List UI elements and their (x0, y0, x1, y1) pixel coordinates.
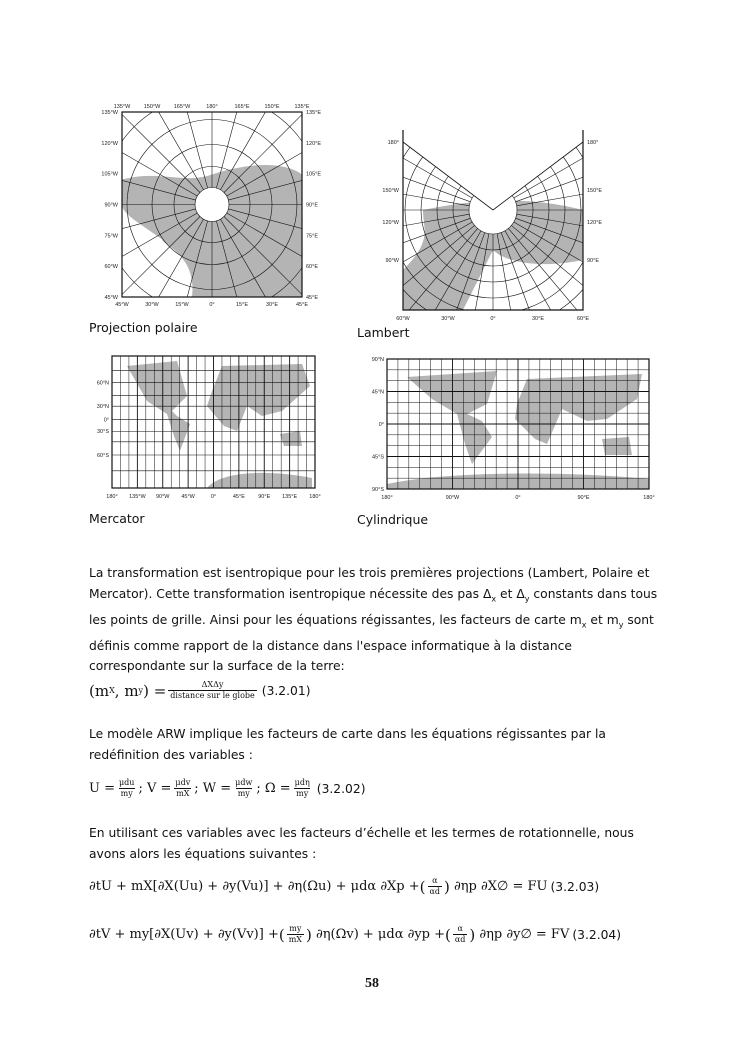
page-number: 58 (365, 976, 379, 991)
text-line: Mercator). Cette transformation isentropique nécessite des pas $\Delta_x$ et $\Delta_y$ constants dans tous (89, 586, 658, 604)
fraction: $\frac{\text{ΔXΔy}}{\text{distance sur le globe}}$ (170, 680, 255, 700)
equation-3-2-02: U = $\frac{\text{μdu}}{my}$ ; V = $\frac{\text{μdv}}{mX}$ ; W = $\frac{\text{μdw}}{my}$ ; Ω = $\frac{\text{μdη}}{my}$ (3.2.02) (89, 778, 366, 798)
top-tick-label: 180° (206, 104, 218, 110)
left-tick-label: 60°W (104, 264, 118, 271)
meridian-line (357, 125, 472, 198)
meridian-line (357, 125, 470, 202)
left-tick-label: 60°S (97, 453, 109, 459)
equation-3-2-01: (m X , m y ) = $\frac{\text{ΔXΔy}}{\text{distance sur le globe}}$ (3.2.01) (89, 680, 311, 700)
bottom-tick-label: 180° (643, 495, 655, 501)
equation-number: (3.2.02) (316, 781, 366, 796)
meridian-line (357, 165, 469, 206)
right-tick-label: 150°E (587, 188, 603, 194)
left-tick-label: 120°W (382, 220, 399, 226)
meridian-line (160, 100, 207, 188)
text-line: définis comme rapport de la distance dans l'espace informatique à la distance (89, 638, 572, 653)
bottom-tick-label: 30°W (441, 316, 455, 322)
lambert-projection-map (357, 125, 627, 325)
bottom-tick-label: 45°W (115, 302, 129, 308)
polar-projection-map (82, 100, 344, 320)
bottom-tick-label: 90°W (445, 495, 460, 501)
caption-mercator: Mercator (89, 511, 145, 526)
bottom-tick-label: 60°W (396, 316, 410, 322)
equation-number: (3.2.03) (550, 879, 600, 894)
right-tick-label: 75°E (306, 233, 318, 240)
equation-3-2-03: ∂tU + mX[∂X(Uu) + ∂y(Vu)] + ∂η(Ωu) + μdα ∂Xp + ( $\frac{\alpha}{\alpha d}$ ) ∂ηp ∂X∅ = FU (3.2.03) (89, 876, 600, 896)
bottom-tick-label: 135°W (129, 494, 146, 500)
caption-polar: Projection polaire (89, 320, 198, 335)
bottom-tick-label: 45°E (232, 494, 245, 500)
left-tick-label: 30°S (97, 429, 109, 436)
paragraph-arw (89, 724, 659, 765)
bottom-tick-label: 90°E (258, 494, 271, 500)
top-tick-label: 150°E (264, 104, 280, 110)
left-tick-label: 135°W (101, 110, 118, 116)
bottom-tick-label: 0° (210, 494, 217, 500)
right-tick-label: 135°E (306, 110, 322, 116)
paragraph-equations (89, 823, 659, 864)
left-tick-label: 120°W (101, 140, 118, 147)
left-tick-label: 45°N (371, 389, 384, 396)
bottom-tick-label: 15°W (175, 302, 189, 308)
left-tick-label: 0° (103, 417, 109, 424)
right-tick-label: 120°E (587, 220, 603, 226)
paragraph-intro (89, 563, 659, 677)
top-tick-label: 135°E (294, 104, 310, 110)
left-tick-label: 30°N (96, 404, 109, 411)
bottom-tick-label: 180° (381, 495, 393, 501)
meridian-line (514, 125, 627, 198)
left-tick-label: 90°W (104, 202, 118, 209)
left-tick-label: 90°N (371, 357, 384, 363)
left-tick-label: 0° (378, 422, 384, 428)
bottom-tick-label: 0° (209, 302, 215, 308)
bottom-tick-label: 90°W (155, 494, 170, 500)
bottom-tick-label: 180° (106, 494, 118, 500)
equation-number: (3.2.01) (261, 683, 311, 698)
bottom-tick-label: 30°E (532, 316, 544, 322)
right-tick-label: 90°E (306, 202, 318, 209)
text-line: correspondante sur la surface de la terre: (89, 659, 345, 674)
cylindrical-projection-map (357, 355, 667, 510)
right-tick-label: 180° (587, 140, 599, 146)
left-tick-label: 150°W (382, 188, 399, 194)
text-line: les points de grille. Ainsi pour les équations régissantes, les facteurs de carte $m_x$ et $m_y$ sont (89, 612, 654, 630)
left-tick-label: 45°W (104, 295, 118, 301)
equation-number: (3.2.04) (572, 927, 622, 942)
right-tick-label: 45°E (306, 295, 318, 301)
text-line: Le modèle ARW implique les facteurs de carte dans les équations régissantes par la (89, 727, 606, 741)
meridian-line (516, 125, 627, 202)
bottom-tick-label: 30°W (145, 302, 159, 308)
equation-3-2-04: ∂tV + my[∂X(Uv) + ∂y(Vv)] + ( $\frac{my}{mX}$ ) ∂η(Ωv) + μdα ∂yp + ( $\frac{\alpha}{\alpha d}$ ) ∂ηp ∂y∅ = FV (3.2.04) (89, 924, 622, 944)
text-line: redéfinition des variables : (89, 747, 253, 762)
cone-edge (403, 142, 583, 210)
top-tick-label: 165°W (173, 104, 191, 110)
top-tick-label: 135°W (113, 104, 131, 110)
text-line: En utilisant ces variables avec les facteurs d’échelle et les termes de rotationnelle, nous (89, 826, 634, 840)
text-line: avons alors les équations suivantes : (89, 846, 317, 861)
bottom-tick-label: 30°E (266, 302, 278, 308)
right-tick-label: 120°E (306, 140, 322, 147)
left-tick-label: 90°S (372, 487, 384, 493)
right-tick-label: 105°E (306, 171, 322, 178)
land-australia (602, 437, 632, 455)
left-tick-label: 75°W (104, 233, 118, 240)
right-tick-label: 60°E (306, 264, 318, 271)
caption-cylindrique: Cylindrique (357, 512, 429, 527)
left-tick-label: 60°N (96, 380, 109, 387)
left-tick-label: 45°S (372, 454, 384, 461)
caption-lambert: Lambert (357, 325, 410, 340)
map-body (112, 356, 315, 488)
bottom-tick-label: 135°E (282, 494, 298, 500)
left-tick-label: 90°W (385, 258, 399, 264)
bottom-tick-label: 60°E (577, 316, 589, 322)
text-line: La transformation est isentropique pour les trois premières projections (Lambert, Polaire et (89, 566, 650, 580)
right-tick-label: 90°E (587, 258, 599, 264)
mercator-projection-map (82, 352, 332, 502)
map-body (82, 100, 344, 320)
bottom-tick-label: 90°E (577, 495, 590, 501)
top-tick-label: 165°E (234, 104, 250, 110)
map-body (387, 359, 649, 489)
left-tick-label: 105°W (101, 171, 118, 178)
bottom-tick-label: 45°W (181, 494, 195, 500)
bottom-tick-label: 0° (490, 316, 496, 322)
bottom-tick-label: 45°E (296, 302, 308, 308)
bottom-tick-label: 0° (515, 495, 521, 501)
bottom-tick-label: 15°E (236, 302, 248, 308)
bottom-tick-label: 180° (309, 494, 321, 500)
top-tick-label: 150°W (143, 104, 161, 110)
left-tick-label: 180° (387, 140, 399, 146)
